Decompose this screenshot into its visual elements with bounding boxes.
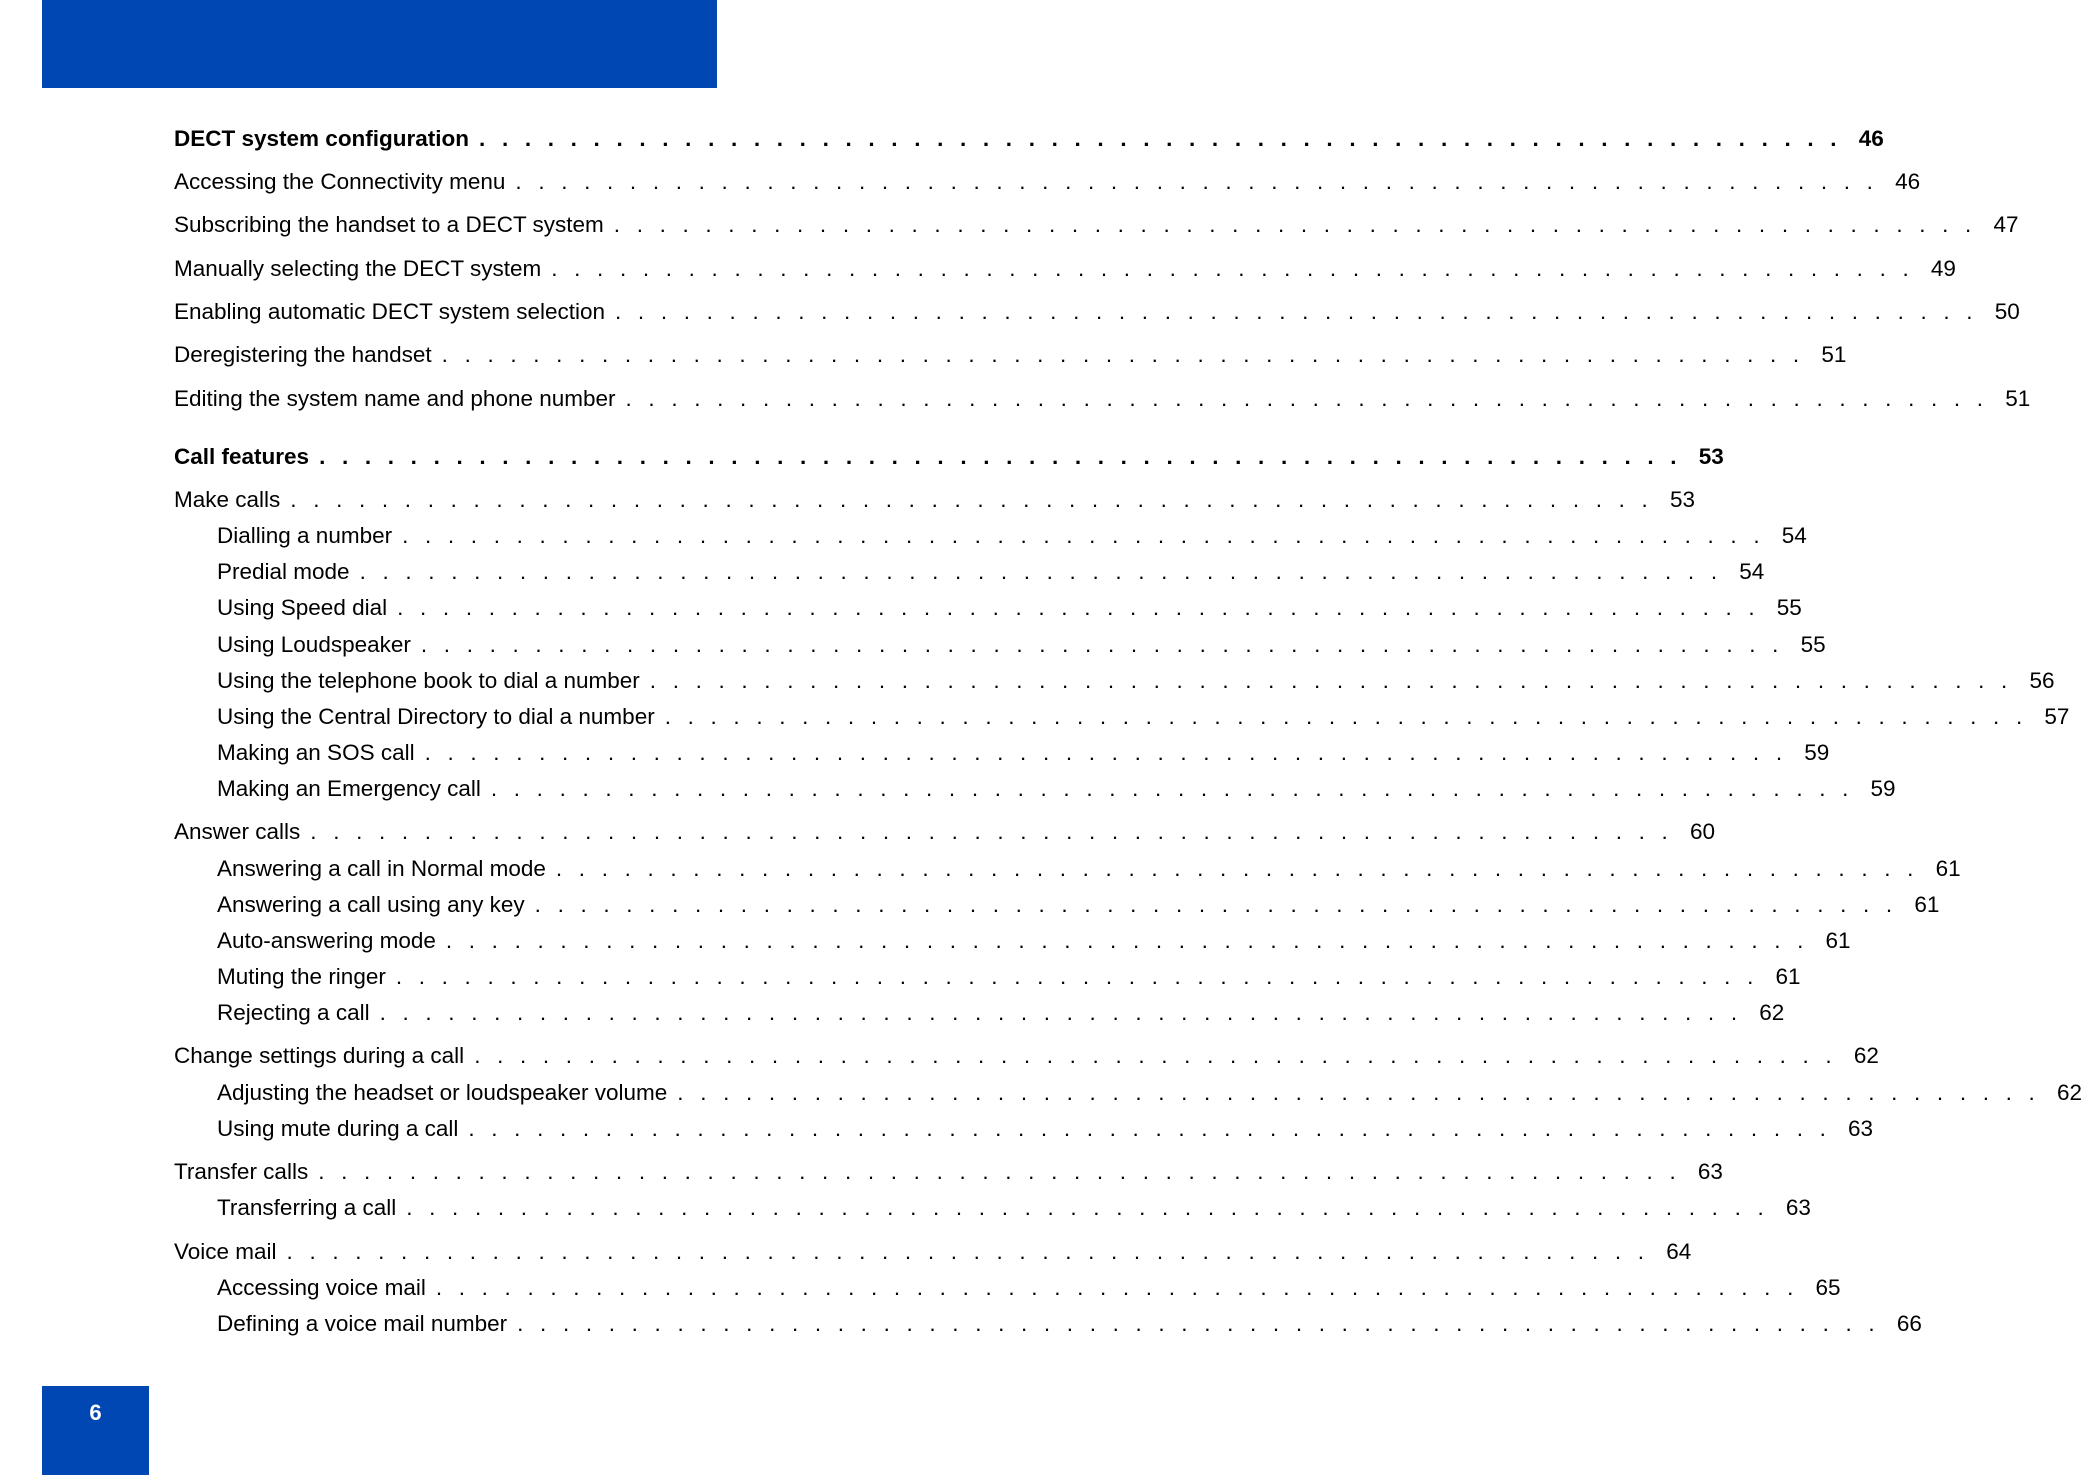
toc-entry-page: 46 bbox=[1858, 126, 1884, 151]
toc-leader-dots: . . . . . . . . . . . . . . . . . . . . . . . . . . . . . . . . . . . . . . . . . . . . . . . . . . . . . . . . . . . . bbox=[441, 342, 1805, 367]
toc-entry-title: Accessing voice mail bbox=[217, 1275, 426, 1300]
toc-leader-dots: . . . . . . . . . . . . . . . . . . . . . . . . . . . . . . . . . . . . . . . . . . . . . . . . . . . . . . . . . . . . bbox=[468, 1116, 1832, 1141]
toc-entry[interactable] bbox=[217, 1193, 1811, 1223]
toc-entry-page: 51 bbox=[2005, 386, 2031, 411]
toc-entry[interactable] bbox=[174, 210, 2019, 240]
toc-entry[interactable] bbox=[174, 485, 1695, 515]
toc-entry[interactable] bbox=[174, 254, 1956, 284]
toc-entry-title: Using Loudspeaker bbox=[217, 632, 411, 657]
toc-entry-page: 61 bbox=[1935, 856, 1961, 881]
toc-entry[interactable] bbox=[217, 854, 1961, 884]
toc-entry-title: Make calls bbox=[174, 487, 281, 512]
toc-entry[interactable] bbox=[217, 666, 2055, 696]
toc-entry[interactable] bbox=[174, 1157, 1723, 1187]
toc-leader-dots: . . . . . . . . . . . . . . . . . . . . . . . . . . . . . . . . . . . . . . . . . . . . . . . . . . . . . . . . . . . . bbox=[397, 595, 1760, 620]
toc-leader-dots: . . . . . . . . . . . . . . . . . . . . . . . . . . . . . . . . . . . . . . . . . . . . . . . . . . . . . . . . . . . . bbox=[615, 299, 1978, 324]
toc-entry[interactable] bbox=[174, 340, 1847, 370]
toc-entry-title: Deregistering the handset bbox=[174, 342, 432, 367]
toc-entry-page: 61 bbox=[1914, 892, 1940, 917]
toc-leader-dots: . . . . . . . . . . . . . . . . . . . . . . . . . . . . . . . . . . . . . . . . . . . . . . . . . . . . . . . . . . . . bbox=[517, 1311, 1880, 1336]
toc-entry-page: 51 bbox=[1821, 342, 1847, 367]
toc-entry-title: Transfer calls bbox=[174, 1159, 309, 1184]
toc-entry-title: Transferring a call bbox=[217, 1195, 397, 1220]
toc-entry-page: 57 bbox=[2044, 704, 2070, 729]
toc-entry[interactable] bbox=[174, 167, 1921, 197]
toc-leader-dots: . . . . . . . . . . . . . . . . . . . . . . . . . . . . . . . . . . . . . . . . . . . . . . . . . . . . . . . . . . . . bbox=[310, 819, 1673, 844]
toc-entry-page: 53 bbox=[1698, 444, 1724, 469]
toc-entry-title: Call features bbox=[174, 444, 310, 469]
toc-leader-dots: . . . . . . . . . . . . . . . . . . . . . . . . . . . . . . . . . . . . . . . . . . . . . . . . . . . . . . . . . . . . bbox=[402, 523, 1765, 548]
toc-leader-dots: . . . . . . . . . . . . . . . . . . . . . . . . . . . . . . . . . . . . . . . . . . . . . . . . . . . . . . . . . . . . bbox=[424, 740, 1788, 765]
toc-entry[interactable] bbox=[217, 557, 1765, 587]
toc-entry-page: 60 bbox=[1689, 819, 1715, 844]
toc-entry[interactable] bbox=[217, 1309, 1922, 1339]
page-number: 6 bbox=[89, 1400, 102, 1425]
toc-entry-page: 63 bbox=[1697, 1159, 1723, 1184]
toc-entry-title: Using Speed dial bbox=[217, 595, 388, 620]
toc-entry-page: 62 bbox=[1853, 1043, 1879, 1068]
toc-entry-page: 59 bbox=[1804, 740, 1830, 765]
toc-leader-dots: . . . . . . . . . . . . . . . . . . . . . . . . . . . . . . . . . . . . . . . . . . . . . . . . . . . . . . . . . . . . bbox=[649, 668, 2013, 693]
toc-entry-page: 46 bbox=[1895, 169, 1921, 194]
toc-entry[interactable] bbox=[217, 738, 1830, 768]
toc-entry-title: Change settings during a call bbox=[174, 1043, 465, 1068]
toc-entry-title: Voice mail bbox=[174, 1239, 277, 1264]
toc-entry-title: Answering a call using any key bbox=[217, 892, 525, 917]
toc-leader-dots: . . . . . . . . . . . . . . . . . . . . . . . . . . . . . . . . . . . . . . . . . . . . . . . . . . . . . . . . . . . . bbox=[625, 386, 1989, 411]
toc-leader-dots: . . . . . . . . . . . . . . . . . . . . . . . . . . . . . . . . . . . . . . . . . . . . . . . . . . . . . . . . . . . . bbox=[515, 169, 1879, 194]
toc-leader-dots: . . . . . . . . . . . . . . . . . . . . . . . . . . . . . . . . . . . . . . . . . . . . . . . . . . . . . . . . . . . . bbox=[479, 126, 1842, 151]
toc-entry[interactable] bbox=[217, 774, 1896, 804]
toc-entry-page: 50 bbox=[1994, 299, 2020, 324]
toc-leader-dots: . . . . . . . . . . . . . . . . . . . . . . . . . . . . . . . . . . . . . . . . . . . . . . . . . . . . . . . . . . . . bbox=[613, 212, 1977, 237]
toc-entry-page: 49 bbox=[1930, 256, 1956, 281]
toc-leader-dots: . . . . . . . . . . . . . . . . . . . . . . . . . . . . . . . . . . . . . . . . . . . . . . . . . . . . . . . . . . . . bbox=[318, 1159, 1681, 1184]
toc-entry-title: Auto-answering mode bbox=[217, 928, 436, 953]
toc-leader-dots: . . . . . . . . . . . . . . . . . . . . . . . . . . . . . . . . . . . . . . . . . . . . . . . . . . . . . . . . . . . . bbox=[420, 632, 1784, 657]
toc-entry[interactable] bbox=[174, 817, 1715, 847]
toc-entry-title: Adjusting the headset or loudspeaker volume bbox=[217, 1080, 668, 1105]
toc-entry[interactable] bbox=[217, 1114, 1874, 1144]
toc-entry[interactable] bbox=[174, 1041, 1879, 1071]
toc-entry-title: Predial mode bbox=[217, 559, 350, 584]
toc-leader-dots: . . . . . . . . . . . . . . . . . . . . . . . . . . . . . . . . . . . . . . . . . . . . . . . . . . . . . . . . . . . . bbox=[435, 1275, 1799, 1300]
toc-entry-title: Making an SOS call bbox=[217, 740, 415, 765]
toc-entry-page: 59 bbox=[1870, 776, 1896, 801]
toc-entry-title: Defining a voice mail number bbox=[217, 1311, 508, 1336]
toc-leader-dots: . . . . . . . . . . . . . . . . . . . . . . . . . . . . . . . . . . . . . . . . . . . . . . . . . . . . . . . . . . . . bbox=[286, 1239, 1650, 1264]
toc-entry-page: 62 bbox=[1759, 1000, 1785, 1025]
toc-entry-page: 63 bbox=[1848, 1116, 1874, 1141]
toc-entry-title: Dialling a number bbox=[217, 523, 393, 548]
toc-leader-dots: . . . . . . . . . . . . . . . . . . . . . . . . . . . . . . . . . . . . . . . . . . . . . . . . . . . . . . . . . . . . bbox=[319, 444, 1682, 469]
toc-leader-dots: . . . . . . . . . . . . . . . . . . . . . . . . . . . . . . . . . . . . . . . . . . . . . . . . . . . . . . . . . . . . bbox=[445, 928, 1809, 953]
toc-entry[interactable] bbox=[217, 702, 2070, 732]
toc-entry[interactable] bbox=[174, 297, 2020, 327]
toc-entry-title: Manually selecting the DECT system bbox=[174, 256, 542, 281]
toc-entry-title: Answering a call in Normal mode bbox=[217, 856, 546, 881]
toc-leader-dots: . . . . . . . . . . . . . . . . . . . . . . . . . . . . . . . . . . . . . . . . . . . . . . . . . . . . . . . . . . . . bbox=[677, 1080, 2040, 1105]
toc-entry[interactable] bbox=[217, 1273, 1841, 1303]
toc-leader-dots: . . . . . . . . . . . . . . . . . . . . . . . . . . . . . . . . . . . . . . . . . . . . . . . . . . . . . . . . . . . . bbox=[534, 892, 1898, 917]
toc-entry[interactable] bbox=[217, 926, 1851, 956]
toc-entry-page: 66 bbox=[1896, 1311, 1922, 1336]
toc-leader-dots: . . . . . . . . . . . . . . . . . . . . . . . . . . . . . . . . . . . . . . . . . . . . . . . . . . . . . . . . . . . . bbox=[290, 487, 1653, 512]
toc-entry-page: 56 bbox=[2029, 668, 2055, 693]
toc-leader-dots: . . . . . . . . . . . . . . . . . . . . . . . . . . . . . . . . . . . . . . . . . . . . . . . . . . . . . . . . . . . . bbox=[359, 559, 1723, 584]
toc-entry-title: Editing the system name and phone number bbox=[174, 386, 616, 411]
toc-leader-dots: . . . . . . . . . . . . . . . . . . . . . . . . . . . . . . . . . . . . . . . . . . . . . . . . . . . . . . . . . . . . bbox=[474, 1043, 1837, 1068]
toc-entry-page: 53 bbox=[1669, 487, 1695, 512]
toc-entry-page: 65 bbox=[1815, 1275, 1841, 1300]
toc-entry-title: Accessing the Connectivity menu bbox=[174, 169, 506, 194]
toc-entry-title: Using the Central Directory to dial a number bbox=[217, 704, 655, 729]
toc-entry-title: Rejecting a call bbox=[217, 1000, 370, 1025]
toc-entry-page: 61 bbox=[1775, 964, 1801, 989]
toc-entry[interactable] bbox=[217, 890, 1940, 920]
toc-entry[interactable] bbox=[174, 124, 1884, 154]
toc-entry-title: Using the telephone book to dial a number bbox=[217, 668, 640, 693]
toc-entry-title: Muting the ringer bbox=[217, 964, 386, 989]
toc-leader-dots: . . . . . . . . . . . . . . . . . . . . . . . . . . . . . . . . . . . . . . . . . . . . . . . . . . . . . . . . . . . . bbox=[555, 856, 1919, 881]
toc-entry[interactable] bbox=[174, 442, 1724, 472]
toc-entry[interactable] bbox=[174, 384, 2031, 414]
toc-entry-page: 55 bbox=[1776, 595, 1802, 620]
toc-entry-page: 61 bbox=[1825, 928, 1851, 953]
toc-entry-page: 47 bbox=[1993, 212, 2019, 237]
toc-entry[interactable] bbox=[217, 521, 1807, 551]
toc-entry-page: 64 bbox=[1666, 1239, 1692, 1264]
toc-leader-dots: . . . . . . . . . . . . . . . . . . . . . . . . . . . . . . . . . . . . . . . . . . . . . . . . . . . . . . . . . . . . bbox=[406, 1195, 1769, 1220]
toc-entry-page: 54 bbox=[1739, 559, 1765, 584]
toc-leader-dots: . . . . . . . . . . . . . . . . . . . . . . . . . . . . . . . . . . . . . . . . . . . . . . . . . . . . . . . . . . . . bbox=[379, 1000, 1743, 1025]
toc-entry-title: Using mute during a call bbox=[217, 1116, 459, 1141]
toc-entry[interactable] bbox=[174, 1237, 1692, 1267]
toc-leader-dots: . . . . . . . . . . . . . . . . . . . . . . . . . . . . . . . . . . . . . . . . . . . . . . . . . . . . . . . . . . . . bbox=[490, 776, 1854, 801]
toc-entry-page: 62 bbox=[2056, 1080, 2082, 1105]
toc-entry[interactable] bbox=[217, 998, 1785, 1028]
toc-entry-title: Answer calls bbox=[174, 819, 301, 844]
toc-entry-title: Subscribing the handset to a DECT system bbox=[174, 212, 604, 237]
toc-entry-page: 55 bbox=[1800, 632, 1826, 657]
toc-leader-dots: . . . . . . . . . . . . . . . . . . . . . . . . . . . . . . . . . . . . . . . . . . . . . . . . . . . . . . . . . . . . bbox=[551, 256, 1914, 281]
toc-entry-title: Enabling automatic DECT system selection bbox=[174, 299, 606, 324]
header-bar bbox=[42, 0, 717, 88]
page-number-tab bbox=[42, 1386, 149, 1475]
toc-leader-dots: . . . . . . . . . . . . . . . . . . . . . . . . . . . . . . . . . . . . . . . . . . . . . . . . . . . . . . . . . . . . bbox=[664, 704, 2028, 729]
toc-entry-title: Making an Emergency call bbox=[217, 776, 481, 801]
toc-leader-dots: . . . . . . . . . . . . . . . . . . . . . . . . . . . . . . . . . . . . . . . . . . . . . . . . . . . . . . . . . . . . bbox=[395, 964, 1759, 989]
toc-entry-page: 63 bbox=[1785, 1195, 1811, 1220]
toc-entry[interactable] bbox=[217, 1078, 2082, 1108]
toc-entry[interactable] bbox=[217, 630, 1826, 660]
toc-entry[interactable] bbox=[217, 962, 1801, 992]
toc-entry-title: DECT system configuration bbox=[174, 126, 470, 151]
toc-entry-page: 54 bbox=[1781, 523, 1807, 548]
toc-entry[interactable] bbox=[217, 593, 1802, 623]
